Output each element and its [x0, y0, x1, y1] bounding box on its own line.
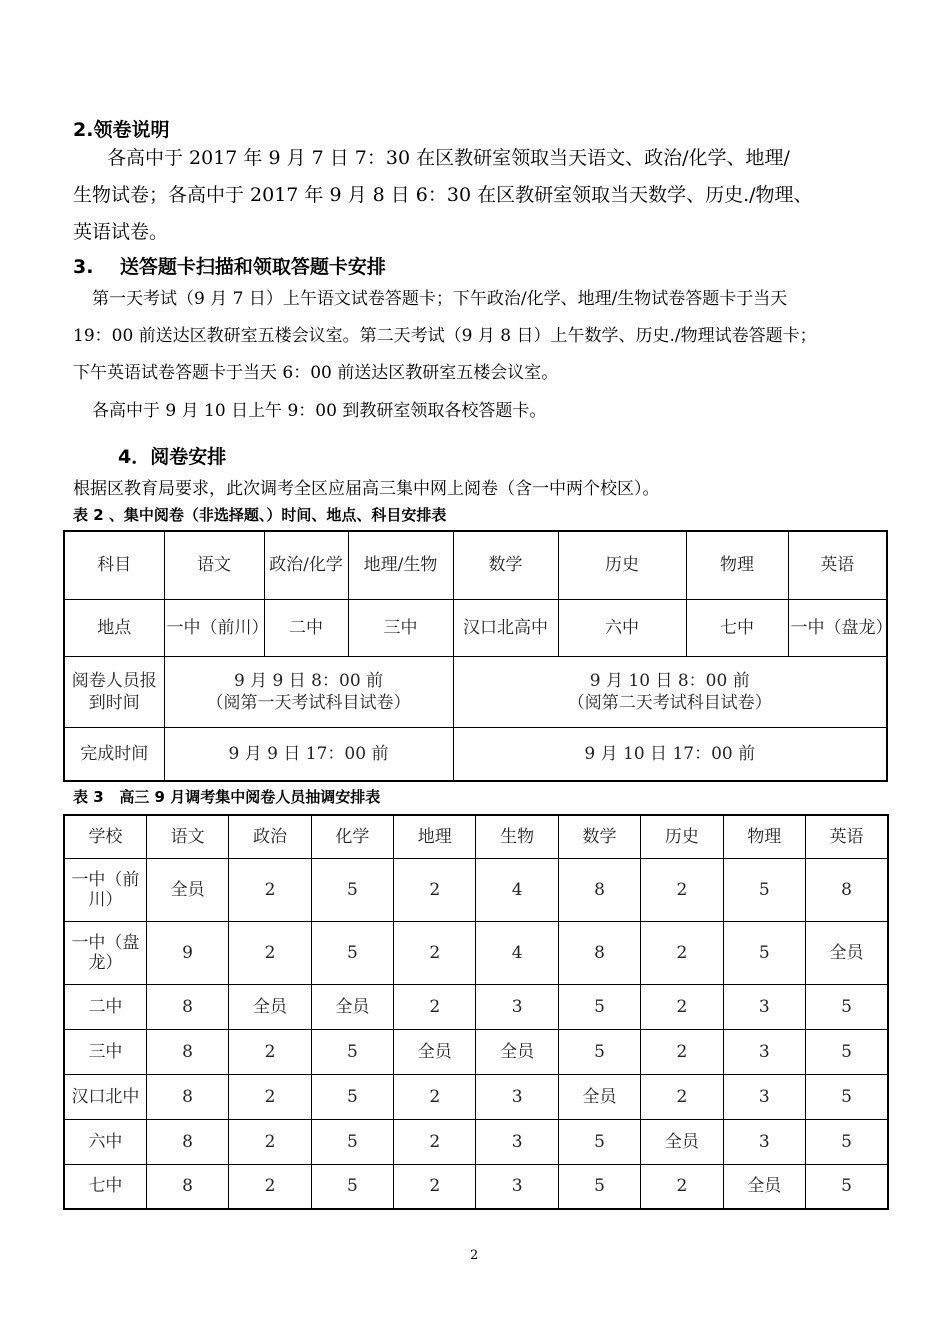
count-cell: 8 — [146, 984, 228, 1029]
count-cell: 3 — [476, 1074, 558, 1119]
count-cell: 5 — [806, 1164, 888, 1209]
count-cell: 2 — [641, 1029, 723, 1074]
count-cell: 全员 — [723, 1164, 805, 1209]
header-cell: 学校 — [64, 815, 146, 858]
header-cell: 英语 — [806, 815, 888, 858]
location-cell: 二中 — [264, 599, 348, 656]
school-cell: 一中（前川） — [64, 858, 146, 921]
count-cell: 3 — [723, 1074, 805, 1119]
count-cell: 全员 — [558, 1074, 640, 1119]
count-cell: 2 — [229, 858, 311, 921]
count-cell: 全员 — [641, 1119, 723, 1164]
count-cell: 5 — [311, 921, 393, 984]
school-cell: 六中 — [64, 1119, 146, 1164]
subject-cell: 历史 — [558, 531, 686, 599]
count-cell: 3 — [476, 1119, 558, 1164]
table-row — [64, 921, 888, 984]
count-cell: 2 — [394, 858, 476, 921]
count-cell: 2 — [394, 1119, 476, 1164]
school-cell: 三中 — [64, 1029, 146, 1074]
section2-line: 生物试卷；各高中于 2017 年 9 月 8 日 6：30 在区教研室领取当天数学、历史./物理、 — [73, 184, 813, 206]
count-cell: 3 — [476, 984, 558, 1029]
table-row — [64, 1119, 888, 1164]
count-cell: 5 — [311, 1164, 393, 1209]
section3-heading: 3. 送答题卡扫描和领取答题卡安排 — [73, 256, 386, 278]
count-cell: 2 — [641, 858, 723, 921]
count-cell: 2 — [229, 1119, 311, 1164]
table3-caption: 表 3 高三 9 月调考集中阅卷人员抽调安排表 — [73, 788, 381, 806]
count-cell: 2 — [229, 1164, 311, 1209]
header-cell: 语文 — [146, 815, 228, 858]
count-cell: 2 — [394, 1164, 476, 1209]
count-cell: 2 — [641, 984, 723, 1029]
subject-cell: 政治/化学 — [264, 531, 348, 599]
finish-day1: 9 月 9 日 17：00 前 — [164, 727, 453, 781]
subject-cell: 物理 — [686, 531, 788, 599]
section4-heading: 4．阅卷安排 — [118, 446, 227, 468]
count-cell: 3 — [476, 1164, 558, 1209]
report-day1-note: （阅第一天考试科目试卷） — [206, 692, 411, 713]
count-cell: 2 — [641, 1074, 723, 1119]
subject-cell: 英语 — [788, 531, 887, 599]
table3-staffing — [63, 814, 889, 1210]
location-label: 地点 — [64, 599, 164, 656]
count-cell: 8 — [558, 921, 640, 984]
header-cell: 地理 — [394, 815, 476, 858]
report-label: 阅卷人员报到时间 — [64, 656, 164, 727]
count-cell: 3 — [723, 1119, 805, 1164]
count-cell: 8 — [146, 1074, 228, 1119]
count-cell: 5 — [723, 921, 805, 984]
count-cell: 5 — [558, 1119, 640, 1164]
count-cell: 8 — [806, 858, 888, 921]
count-cell: 5 — [558, 984, 640, 1029]
count-cell: 3 — [723, 1029, 805, 1074]
table-row — [64, 984, 888, 1029]
count-cell: 5 — [311, 1029, 393, 1074]
count-cell: 全员 — [394, 1029, 476, 1074]
section2-heading: 2.领卷说明 — [73, 119, 170, 141]
count-cell: 全员 — [229, 984, 311, 1029]
section3-line: 19：00 前送达区教研室五楼会议室。第二天考试（9 月 8 日）上午数学、历史./物理试卷答题卡； — [73, 326, 817, 346]
finish-label: 完成时间 — [64, 727, 164, 781]
location-cell: 汉口北高中 — [453, 599, 558, 656]
header-cell: 数学 — [558, 815, 640, 858]
section3-line: 下午英语试卷答题卡于当天 6：00 前送达区教研室五楼会议室。 — [73, 363, 559, 383]
table2-caption: 表 2 、集中阅卷（非选择题、）时间、地点、科目安排表 — [73, 506, 447, 524]
count-cell: 5 — [806, 1119, 888, 1164]
header-cell: 化学 — [311, 815, 393, 858]
table-row — [64, 1029, 888, 1074]
count-cell: 2 — [394, 984, 476, 1029]
count-cell: 8 — [146, 1119, 228, 1164]
count-cell: 9 — [146, 921, 228, 984]
section4-line: 根据区教育局要求，此次调考全区应届高三集中网上阅卷（含一中两个校区）。 — [73, 479, 660, 499]
count-cell: 8 — [146, 1164, 228, 1209]
subject-cell: 语文 — [164, 531, 264, 599]
count-cell: 全员 — [806, 921, 888, 984]
page-number: 2 — [470, 1248, 479, 1263]
count-cell: 5 — [558, 1029, 640, 1074]
section2-line: 各高中于 2017 年 9 月 7 日 7：30 在区教研室领取当天语文、政治/化学、地理/ — [107, 147, 790, 169]
subject-label: 科目 — [64, 531, 164, 599]
location-cell: 一中（前川） — [164, 599, 264, 656]
location-cell: 七中 — [686, 599, 788, 656]
count-cell: 5 — [806, 1029, 888, 1074]
report-day2-time: 9 月 10 日 8：00 前 — [589, 670, 750, 691]
count-cell: 全员 — [146, 858, 228, 921]
report-day1 — [164, 656, 453, 727]
table2-schedule — [63, 530, 893, 782]
count-cell: 2 — [394, 1074, 476, 1119]
count-cell: 4 — [476, 921, 558, 984]
count-cell: 2 — [229, 1029, 311, 1074]
count-cell: 2 — [641, 1164, 723, 1209]
section3-line: 第一天考试（9 月 7 日）上午语文试卷答题卡；下午政治/化学、地理/生物试卷答题卡于当天 — [92, 289, 788, 309]
table-row — [64, 858, 888, 921]
count-cell: 8 — [146, 1029, 228, 1074]
location-cell: 三中 — [348, 599, 453, 656]
school-cell: 汉口北中 — [64, 1074, 146, 1119]
header-cell: 生物 — [476, 815, 558, 858]
school-cell: 七中 — [64, 1164, 146, 1209]
count-cell: 8 — [558, 858, 640, 921]
finish-day2: 9 月 10 日 17：00 前 — [453, 727, 887, 781]
count-cell: 2 — [394, 921, 476, 984]
count-cell: 5 — [558, 1164, 640, 1209]
count-cell: 5 — [311, 1074, 393, 1119]
school-cell: 一中（盘龙） — [64, 921, 146, 984]
report-day2 — [453, 656, 887, 727]
count-cell: 2 — [229, 921, 311, 984]
header-cell: 历史 — [641, 815, 723, 858]
count-cell: 全员 — [476, 1029, 558, 1074]
subject-cell: 数学 — [453, 531, 558, 599]
report-day1-time: 9 月 9 日 8：00 前 — [233, 670, 384, 691]
count-cell: 4 — [476, 858, 558, 921]
count-cell: 5 — [806, 984, 888, 1029]
count-cell: 5 — [311, 858, 393, 921]
table-row — [64, 1074, 888, 1119]
count-cell: 3 — [723, 984, 805, 1029]
location-cell: 六中 — [558, 599, 686, 656]
count-cell: 5 — [723, 858, 805, 921]
report-day2-note: （阅第二天考试科目试卷） — [567, 692, 772, 713]
table-row — [64, 1164, 888, 1209]
count-cell: 2 — [229, 1074, 311, 1119]
section2-line: 英语试卷。 — [73, 221, 169, 243]
subject-cell: 地理/生物 — [348, 531, 453, 599]
count-cell: 5 — [311, 1119, 393, 1164]
header-cell: 物理 — [723, 815, 805, 858]
header-cell: 政治 — [229, 815, 311, 858]
count-cell: 2 — [641, 921, 723, 984]
count-cell: 全员 — [311, 984, 393, 1029]
section3-line: 各高中于 9 月 10 日上午 9：00 到教研室领取各校答题卡。 — [92, 401, 547, 421]
school-cell: 二中 — [64, 984, 146, 1029]
location-cell: 一中（盘龙） — [788, 599, 887, 656]
count-cell: 5 — [806, 1074, 888, 1119]
